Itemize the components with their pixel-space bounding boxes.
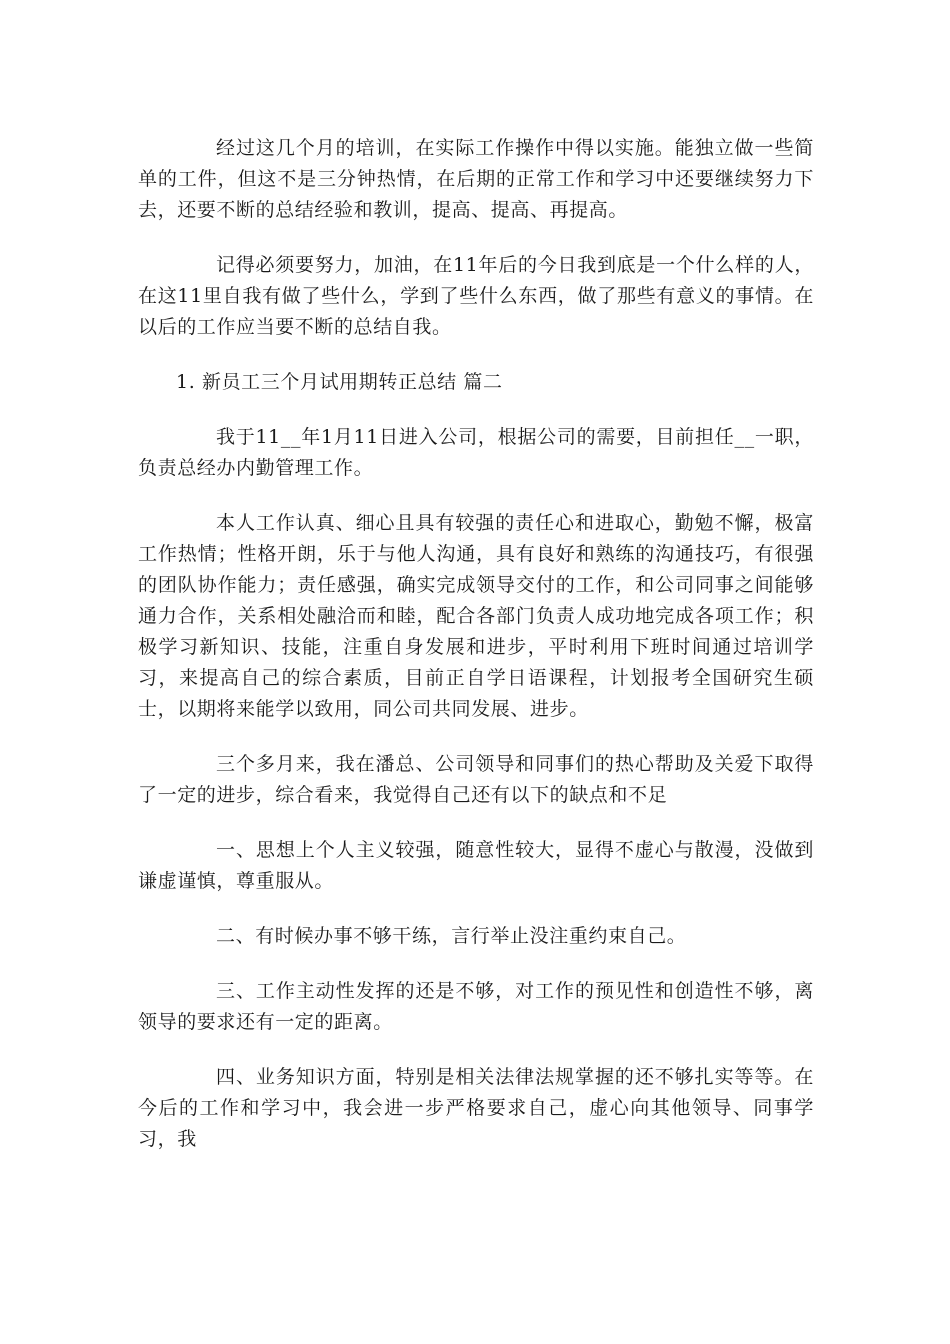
paragraph-self-reflection: 记得必须要努力，加油，在11年后的今日我到底是一个什么样的人，在这11里自我有做了些什么，学到了些什么东西，做了那些有意义的事情。在以后的工作应当要不断的总结自我。: [138, 254, 814, 338]
paragraph-shortcoming-3: 三、工作主动性发挥的还是不够，对工作的预见性和创造性不够，离领导的要求还有一定的距离。: [138, 980, 814, 1033]
paragraph-join-company: 我于11__年1月11日进入公司，根据公司的需要，目前担任__一职，负责总经办内勤管理工作。: [138, 426, 814, 479]
paragraph-shortcomings-intro: 三个多月来，我在潘总、公司领导和同事们的热心帮助及关爱下取得了一定的进步，综合看来，我觉得自己还有以下的缺点和不足: [138, 753, 814, 806]
paragraph-shortcoming-2: 二、有时候办事不够干练，言行举止没注重约束自己。: [216, 925, 687, 947]
document-body: [138, 133, 814, 1179]
paragraph-training-summary: 经过这几个月的培训，在实际工作操作中得以实施。能独立做一些简单的工件，但这不是三分钟热情，在后期的正常工作和学习中还要继续努力下去，还要不断的总结经验和教训，提高、提高、再提高。: [138, 137, 814, 221]
paragraph-shortcoming-4: 四、业务知识方面，特别是相关法律法规掌握的还不够扎实等等。在今后的工作和学习中，我会进一步严格要求自己，虚心向其他领导、同事学习，我: [138, 1066, 814, 1150]
paragraph-work-attitude: 本人工作认真、细心且具有较强的责任心和进取心，勤勉不懈，极富工作热情；性格开朗，乐于与他人沟通，具有良好和熟练的沟通技巧，有很强的团队协作能力；责任感强，确实完成领导交付的工作，和公司同事之间能够通力合作，关系相处融洽而和睦，配合各部门负责人成功地完成各项工作；积极学习新知识、技能，注重自身发展和进步，平时利用下班时间通过培训学习，来提高自己的综合素质，目前正自学日语课程，计划报考全国研究生硕士，以期将来能学以致用，同公司共同发展、进步。: [138, 512, 814, 720]
section-heading: 1. 新员工三个月试用期转正总结 篇二: [176, 371, 503, 393]
paragraph-shortcoming-1: 一、思想上个人主义较强，随意性较大，显得不虚心与散漫，没做到谦虚谨慎，尊重服从。: [138, 839, 814, 892]
